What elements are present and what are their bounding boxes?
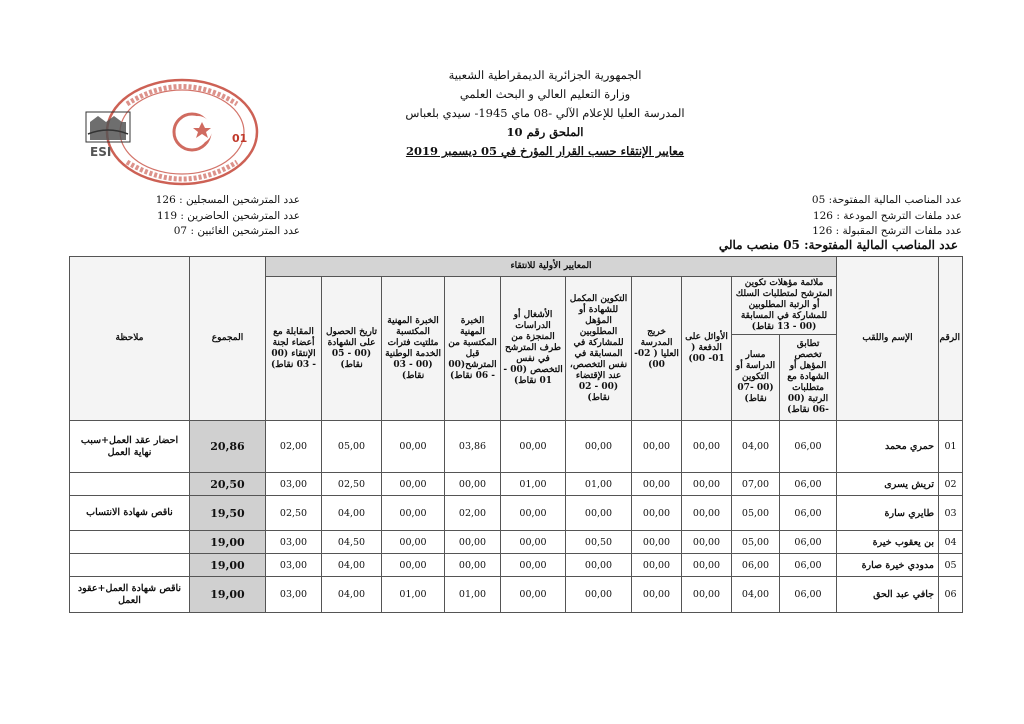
header-training: التكوين المكمل للشهادة أو المؤهل المطلوبين للمشاركة في المسابقة في نفس التخصص، عند الإقتضاء (00 - 02 نقاط) — [566, 277, 632, 421]
row-note — [70, 554, 190, 577]
row-note — [70, 473, 190, 496]
files-submitted: عدد ملفات الترشح المودعة : 126 — [812, 209, 962, 222]
row-works: 00,00 — [501, 496, 566, 531]
selection-criteria-table — [69, 256, 963, 613]
row-note: احضار عقد العمل+سبب نهاية العمل — [70, 421, 190, 473]
header-fit: ملائمة مؤهلات تكوين المترشح لمتطلبات السلك أو الرتبة المطلوبين للمشاركة في المسابقة (00 - 13 نقاط) — [732, 277, 837, 335]
republic-title: الجمهورية الجزائرية الديمقراطية الشعبية — [448, 68, 642, 82]
row-name: حمري محمد — [837, 421, 939, 473]
table-row — [70, 531, 963, 554]
header-graduate: خريج المدرسة العليا ( 02- 00) — [632, 277, 682, 421]
row-top-of-class: 00,00 — [682, 496, 732, 531]
table-row — [70, 577, 963, 613]
row-graduate: 00,00 — [632, 554, 682, 577]
row-fit-specialty: 06,00 — [780, 496, 837, 531]
table-row — [70, 473, 963, 496]
row-date: 05,00 — [322, 421, 382, 473]
row-number: 01 — [939, 421, 963, 473]
row-experience-national: 00,00 — [382, 531, 445, 554]
row-fit-path: 04,00 — [732, 577, 780, 613]
row-training: 00,00 — [566, 577, 632, 613]
school-title: المدرسة العليا للإعلام الآلي -08 ماي 1945- سيدي بلعباس — [405, 106, 685, 120]
row-works: 00,00 — [501, 577, 566, 613]
header-total: المجموع — [190, 257, 266, 421]
header-date: تاريخ الحصول على الشهادة (00 - 05 نقاط) — [322, 277, 382, 421]
row-training: 00,00 — [566, 496, 632, 531]
row-interview: 02,50 — [266, 496, 322, 531]
row-interview: 03,00 — [266, 577, 322, 613]
row-fit-specialty: 06,00 — [780, 554, 837, 577]
absent-candidates: عدد المترشحين الغائبين : 07 — [173, 225, 300, 237]
table-row — [70, 554, 963, 577]
row-experience-national: 00,00 — [382, 554, 445, 577]
ministry-title: وزارة التعليم العالي و البحث العلمي — [459, 87, 631, 101]
header-fit-path: مسار الدراسة أو التكوين (00 -07 نقاط) — [732, 335, 780, 421]
row-experience-before: 00,00 — [445, 531, 501, 554]
present-candidates: عدد المترشحين الحاضرين : 119 — [157, 209, 300, 222]
header-top-of-class: الأوائل على الدفعة ( 01- 00) — [682, 277, 732, 421]
header-works: الأشغال أو الدراسات المنجزة من طرف المترشح في نفس التخصص (00 - 01 نقاط) — [501, 277, 566, 421]
row-fit-specialty: 06,00 — [780, 473, 837, 496]
row-name: بن يعقوب خيرة — [837, 531, 939, 554]
candidates-stats — [156, 193, 300, 240]
row-date: 04,00 — [322, 577, 382, 613]
files-accepted: عدد ملفات الترشح المقبولة : 126 — [812, 225, 962, 237]
header-experience-before: الخبرة المهنية المكتسبة من قبل المترشح(00 - 06 نقاط) — [445, 277, 501, 421]
row-top-of-class: 00,00 — [682, 473, 732, 496]
row-total: 20,86 — [190, 421, 266, 473]
row-works: 01,00 — [501, 473, 566, 496]
row-graduate: 00,00 — [632, 531, 682, 554]
row-name: تريش يسرى — [837, 473, 939, 496]
row-experience-before: 01,00 — [445, 577, 501, 613]
total-positions: عدد المناصب المالية المفتوحة: 05 منصب مالي — [718, 238, 958, 252]
open-positions: عدد المناصب المالية المفتوحة: 05 — [811, 194, 962, 206]
row-experience-before: 02,00 — [445, 496, 501, 531]
row-note — [70, 531, 190, 554]
row-fit-specialty: 06,00 — [780, 577, 837, 613]
stamp-number: 01 — [232, 132, 248, 145]
stamp-logo-text: ESI — [90, 145, 112, 159]
row-graduate: 00,00 — [632, 496, 682, 531]
table-row — [70, 421, 963, 473]
header-experience-national: الخبرة المهنية المكتسبة مثلتيت فترات الخدمة الوطنية (00 - 03 نقاط) — [382, 277, 445, 421]
row-number: 02 — [939, 473, 963, 496]
row-date: 04,00 — [322, 554, 382, 577]
row-total: 20,50 — [190, 473, 266, 496]
row-number: 04 — [939, 531, 963, 554]
row-training: 00,00 — [566, 421, 632, 473]
header-interview: المقابلة مع أعضاء لجنة الإنتقاء (00 - 03 نقاط) — [266, 277, 322, 421]
annex-title: الملحق رقم 10 — [506, 125, 584, 139]
row-experience-before: 03,86 — [445, 421, 501, 473]
row-top-of-class: 00,00 — [682, 554, 732, 577]
row-fit-path: 05,00 — [732, 496, 780, 531]
row-total: 19,50 — [190, 496, 266, 531]
row-fit-specialty: 06,00 — [780, 421, 837, 473]
row-experience-national: 00,00 — [382, 473, 445, 496]
row-top-of-class: 00,00 — [682, 531, 732, 554]
document-header — [380, 66, 710, 161]
row-date: 02,50 — [322, 473, 382, 496]
row-graduate: 00,00 — [632, 421, 682, 473]
row-name: مدودي خيرة صارة — [837, 554, 939, 577]
row-fit-path: 06,00 — [732, 554, 780, 577]
row-note: ناقص شهادة الانتساب — [70, 496, 190, 531]
row-name: طايري سارة — [837, 496, 939, 531]
row-interview: 03,00 — [266, 473, 322, 496]
header-primary-criteria: المعايير الأولية للانتقاء — [266, 257, 837, 277]
row-interview: 03,00 — [266, 531, 322, 554]
row-graduate: 00,00 — [632, 473, 682, 496]
row-total: 19,00 — [190, 554, 266, 577]
header-number: الرقم — [939, 257, 963, 421]
row-works: 00,00 — [501, 421, 566, 473]
row-date: 04,00 — [322, 496, 382, 531]
criteria-title: معايير الإنتقاء حسب القرار المؤرخ في 05 ديسمبر 2019 — [405, 144, 685, 158]
header-note: ملاحظة — [70, 257, 190, 421]
row-experience-national: 01,00 — [382, 577, 445, 613]
row-graduate: 00,00 — [632, 577, 682, 613]
row-fit-path: 04,00 — [732, 421, 780, 473]
registered-candidates: عدد المترشحين المسجلين : 126 — [155, 194, 300, 206]
row-top-of-class: 00,00 — [682, 577, 732, 613]
row-experience-national: 00,00 — [382, 496, 445, 531]
row-fit-path: 07,00 — [732, 473, 780, 496]
row-name: جافي عبد الحق — [837, 577, 939, 613]
row-fit-specialty: 06,00 — [780, 531, 837, 554]
header-fit-specialty: تطابق تخصص المؤهل أو الشهادة مع متطلبات الرتبة (00 -06 نقاط) — [780, 335, 837, 421]
row-fit-path: 05,00 — [732, 531, 780, 554]
row-note: ناقص شهادة العمل+عقود العمل — [70, 577, 190, 613]
header-name: الإسم واللقب — [837, 257, 939, 421]
row-date: 04,50 — [322, 531, 382, 554]
row-number: 05 — [939, 554, 963, 577]
row-total: 19,00 — [190, 531, 266, 554]
table-row — [70, 496, 963, 531]
row-works: 00,00 — [501, 554, 566, 577]
row-training: 01,00 — [566, 473, 632, 496]
row-number: 03 — [939, 496, 963, 531]
row-works: 00,00 — [501, 531, 566, 554]
row-interview: 03,00 — [266, 554, 322, 577]
row-number: 06 — [939, 577, 963, 613]
row-experience-before: 00,00 — [445, 554, 501, 577]
row-training: 00,50 — [566, 531, 632, 554]
row-interview: 02,00 — [266, 421, 322, 473]
row-training: 00,00 — [566, 554, 632, 577]
official-stamp — [82, 74, 262, 194]
row-experience-national: 00,00 — [382, 421, 445, 473]
positions-stats — [812, 193, 962, 240]
row-experience-before: 00,00 — [445, 473, 501, 496]
row-total: 19,00 — [190, 577, 266, 613]
row-top-of-class: 00,00 — [682, 421, 732, 473]
